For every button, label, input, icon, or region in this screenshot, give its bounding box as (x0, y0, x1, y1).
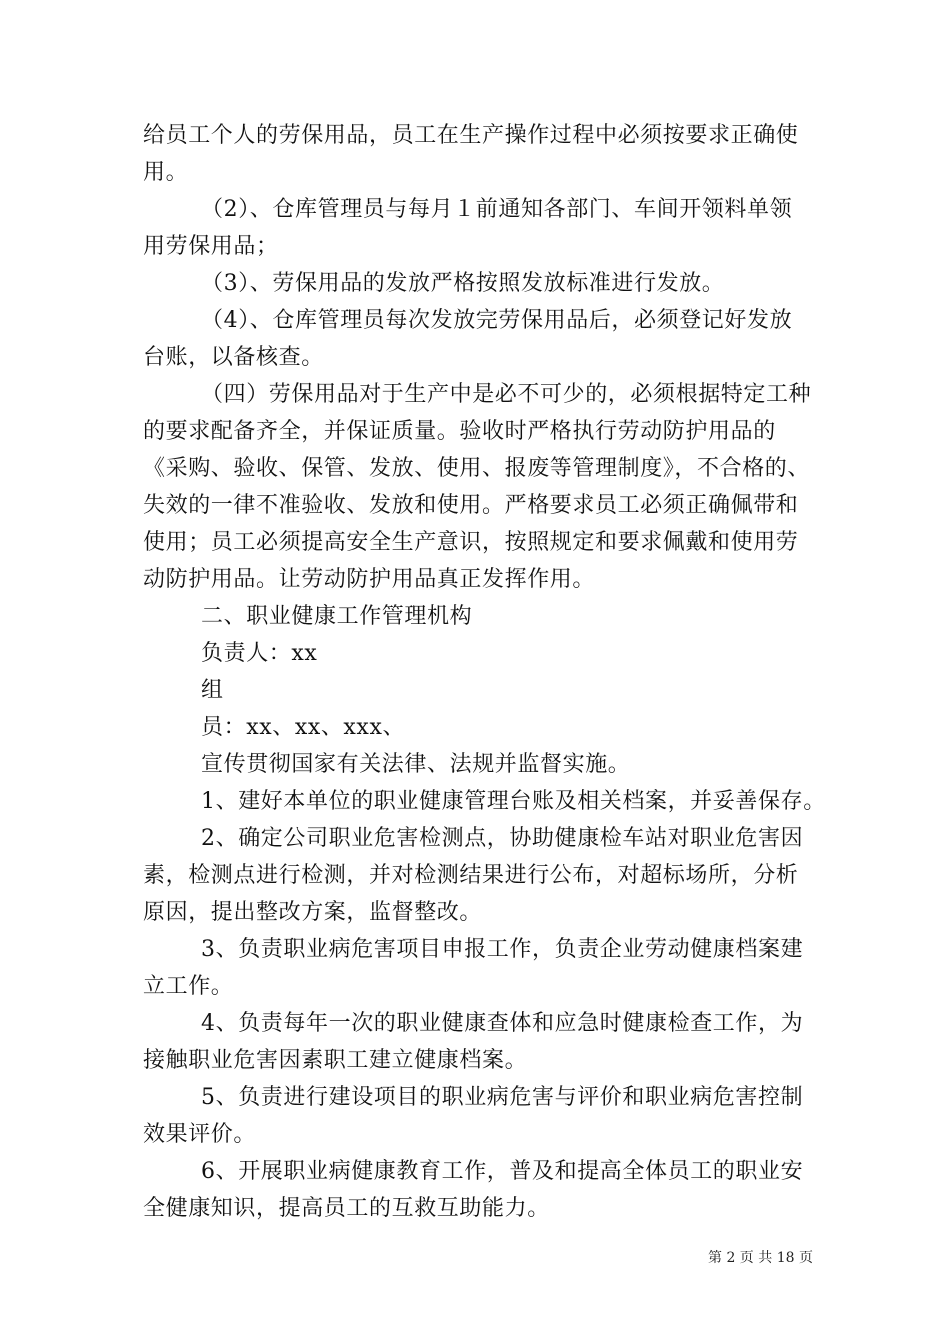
text-line: 效果评价。 (143, 1122, 257, 1147)
text-line: 素，检测点进行检测，并对检测结果进行公布，对超标场所，分析 (143, 863, 799, 888)
text-line: （2）、仓库管理员与每月１前通知各部门、车间开领料单领 (201, 197, 793, 222)
text-line: 2、确定公司职业危害检测点，协助健康检车站对职业危害因 (201, 826, 804, 851)
text-line: 5、负责进行建设项目的职业病危害与评价和职业病危害控制 (201, 1085, 804, 1110)
section-heading: 二、职业健康工作管理机构 (201, 604, 473, 629)
body-text (143, 117, 826, 1227)
text-line: 6、开展职业病健康教育工作，普及和提高全体员工的职业安 (201, 1159, 804, 1184)
text-line: 1、建好本单位的职业健康管理台账及相关档案，并妥善保存。 (201, 789, 826, 814)
page-number: 第 2 页 共 18 页 (708, 1250, 813, 1266)
text-line: 全健康知识，提高员工的互救互助能力。 (143, 1196, 550, 1221)
text-line: 动防护用品。让劳动防护用品真正发挥作用。 (143, 567, 596, 592)
text-line: 失效的一律不准验收、发放和使用。严格要求员工必须正确佩带和 (143, 493, 799, 518)
text-line: （3）、劳保用品的发放严格按照发放标准进行发放。 (201, 271, 725, 296)
text-line: 立工作。 (143, 974, 234, 999)
text-line: 宣传贯彻国家有关法律、法规并监督实施。 (201, 752, 631, 777)
text-line: 台账，以备核查。 (143, 345, 324, 370)
text-line: （4）、仓库管理员每次发放完劳保用品后，必须登记好发放 (201, 308, 793, 333)
text-line: 的要求配备齐全，并保证质量。验收时严格执行劳动防护用品的 (143, 419, 776, 444)
text-line: 负责人：xx (201, 641, 318, 666)
text-line: 组 (201, 678, 224, 703)
text-line: 原因，提出整改方案，监督整改。 (143, 900, 483, 925)
text-line: 使用；员工必须提高安全生产意识，按照规定和要求佩戴和使用劳 (143, 530, 799, 555)
text-line: 接触职业危害因素职工建立健康档案。 (143, 1048, 528, 1073)
text-line: 3、负责职业病危害项目申报工作，负责企业劳动健康档案建 (201, 937, 804, 962)
text-line: （四）劳保用品对于生产中是必不可少的，必须根据特定工种 (201, 382, 812, 407)
text-line: 用。 (143, 160, 189, 185)
text-line: 4、负责每年一次的职业健康查体和应急时健康检查工作，为 (201, 1011, 804, 1036)
text-line: 给员工个人的劳保用品，员工在生产操作过程中必须按要求正确使 (143, 123, 799, 148)
text-line: 《采购、验收、保管、发放、使用、报废等管理制度》，不合格的、 (143, 456, 811, 481)
text-line: 员：xx、xx、xxx、 (201, 715, 406, 740)
text-line: 用劳保用品； (143, 234, 279, 259)
